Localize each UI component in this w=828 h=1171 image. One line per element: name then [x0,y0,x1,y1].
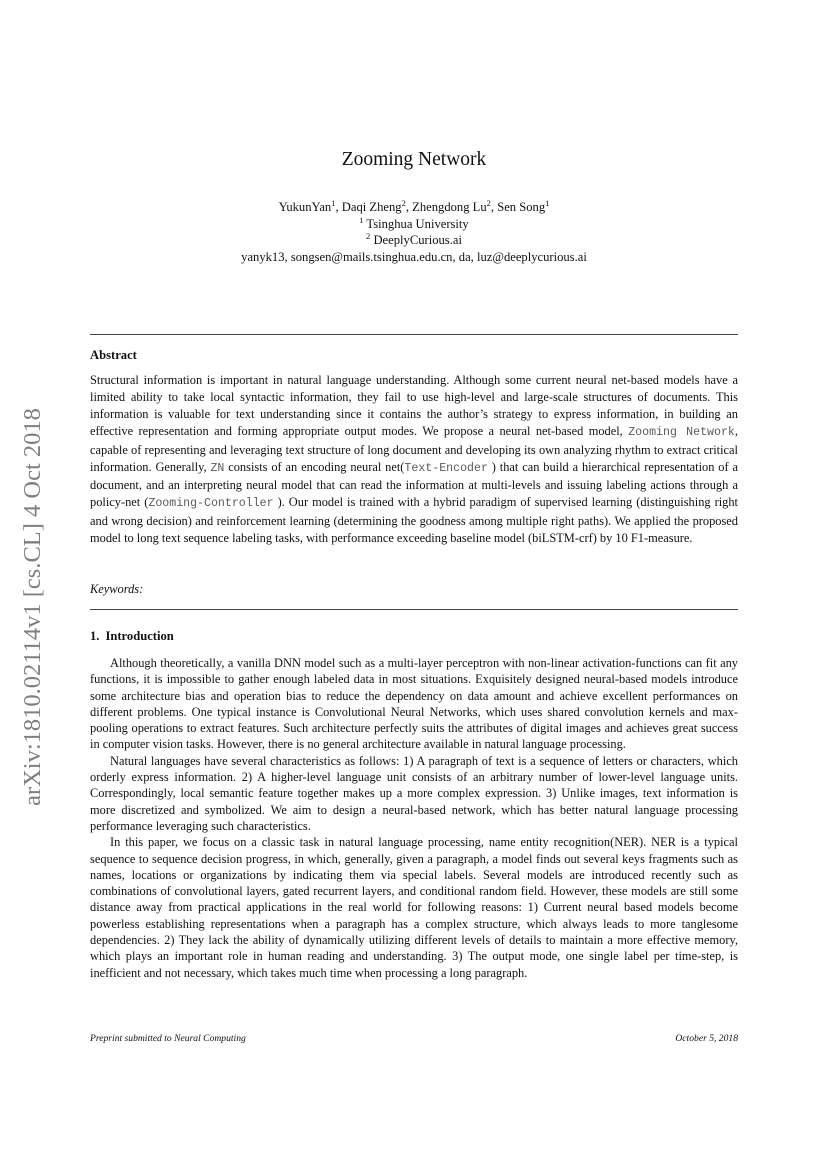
arxiv-identifier-svg [10,372,50,842]
footer-date: October 5, 2018 [675,1033,738,1044]
author-name: Sen Song [497,200,546,214]
abstract-text-segment: consists of an encoding neural net( [224,459,405,474]
section-number: 1. [90,629,100,643]
paper-title: Zooming Network [341,149,487,170]
author-name: Zhengdong Lu [412,200,487,214]
footer-preprint-note: Preprint submitted to Neural Computing [90,1033,246,1044]
author-name: YukunYan [278,200,332,214]
author-list: YukunYan$^1$, Daqi Zheng$^2$, Zhengdong Lu$^2$, Sen Song$^1$ [278,198,550,214]
introduction-body [90,655,738,981]
author-name: Daqi Zheng [341,200,402,214]
abstract-heading: Abstract [90,348,137,362]
author-emails: yanyk13, songsen@mails.tsinghua.edu.cn, da, luz@deeplycurious.ai [241,249,587,264]
abstract-bottom-rule [90,609,738,610]
abstract-top-rule [90,334,738,335]
affiliation-name: Tsinghua University [366,216,469,231]
arxiv-identifier-stamp [10,372,50,842]
affiliation-mark: 1 [359,214,364,225]
model-name-code: Zooming Network [628,425,735,439]
abstract-text-segment: , capable of representing and leveraging text structure of long document and developing its own analyzing rhythm to extract critical information. Generally, [90,423,738,474]
paragraph: Natural languages have several characteristics as follows: 1) A paragraph of text is a sequence of letters or characters, which orderly express information. 2) A higher-level language unit consists of an arbitrary number of lower-level language units. Correspondingly, local semantic feature together makes up a more complex expression. 3) Unlike images, text information is more discretized and symbolized. We aim to design a neural-based network, which has better natural language processing performance leveraging such characteristics. [90,753,738,833]
abstract-text [90,372,738,547]
author-affiliation-mark: 2 [401,198,406,208]
author-affiliation-mark: 2 [486,198,491,208]
abstract-text-segment: Structural information is important in natural language understanding. Although some current neural net-based models have a limited ability to take local syntactic information, they fail to use high-level and large-scale structures of documents. This information is valuable for text understanding since it contains the author’s strategy to express information, in building an effective representation and forming appropriate output modes. We propose a neural net-based model, [90,373,738,438]
author-affiliation-mark: 1 [331,198,336,208]
section-title: Introduction [105,629,174,643]
keywords-label: Keywords: [90,582,144,596]
section-heading-introduction [90,629,174,644]
arxiv-identifier-text: arXiv:1810.02114v1 [cs.CL] 4 Oct 2018 [19,408,46,806]
paragraph: Although theoretically, a vanilla DNN model such as a multi-layer perceptron with non-linear activation-functions can fit any functions, it is impossible to gather enough labeled data in most situations. Exquisitely designed neural-based models introduce some architecture bias and operation bias to reduce the dependency on data amount and achieve excellent performances on different problems. One typical instance is Convolutional Neural Networks, which uses shared convolution kernels and max-pooling operations to extract features. Such architecture perfectly suits the attributes of digital images and achieves great success in computer vision tasks. However, there is no general architecture available in natural language processing. [90,656,738,752]
text-encoder-code: Text-Encoder [404,461,488,475]
zooming-controller-code: Zooming-Controller [148,497,274,511]
authors-block [0,199,828,265]
affiliation-line [0,216,828,233]
paragraph: In this paper, we focus on a classic task in natural language processing, name entity recognition(NER). NER is a typical sequence to sequence decision progress, in which, generally, given a paragraph, a model finds out several keys fragments such as names, locations or organizations by indicating them via special labels. Several models are introduced recently such as combinations of convolutional layers, gated recurrent layers, and conditional random field. However, these models are still some distance away from practical applications in the real world for following reasons: 1) Current neural based models become powerless establishing representations when a paragraph has a complex structure, which always leads to more tanglesome dependencies. 2) They lack the ability of dynamically utilizing different levels of details to maintain a more effective memory, which plays an important role in human reading and understanding. 3) The output mode, one single label per time-step, is inefficient and not necessary, which takes much time when processing a long paragraph. [90,835,738,980]
model-abbrev-code: ZN [210,461,225,475]
affiliation-line [0,232,828,249]
abstract-text-segment: ). Our model is trained with a hybrid paradigm of supervised learning (distinguishing right and wrong decision) and reinforcement learning (determining the goodness among multiple right paths). We applied the proposed model to long text sequence labeling tasks, with performance exceeding baseline model (biLSTM-crf) by 10 F1-measure. [90,495,738,546]
affiliation-mark: 2 [366,231,371,242]
author-affiliation-mark: 1 [545,198,550,208]
affiliation-name: DeeplyCurious.ai [373,233,462,248]
abstract-text-segment: ) that can build a hierarchical representation of a document, and an interpreting neural model that can read the information at multi-levels and issuing labeling actions through a policy-net ( [90,459,738,510]
